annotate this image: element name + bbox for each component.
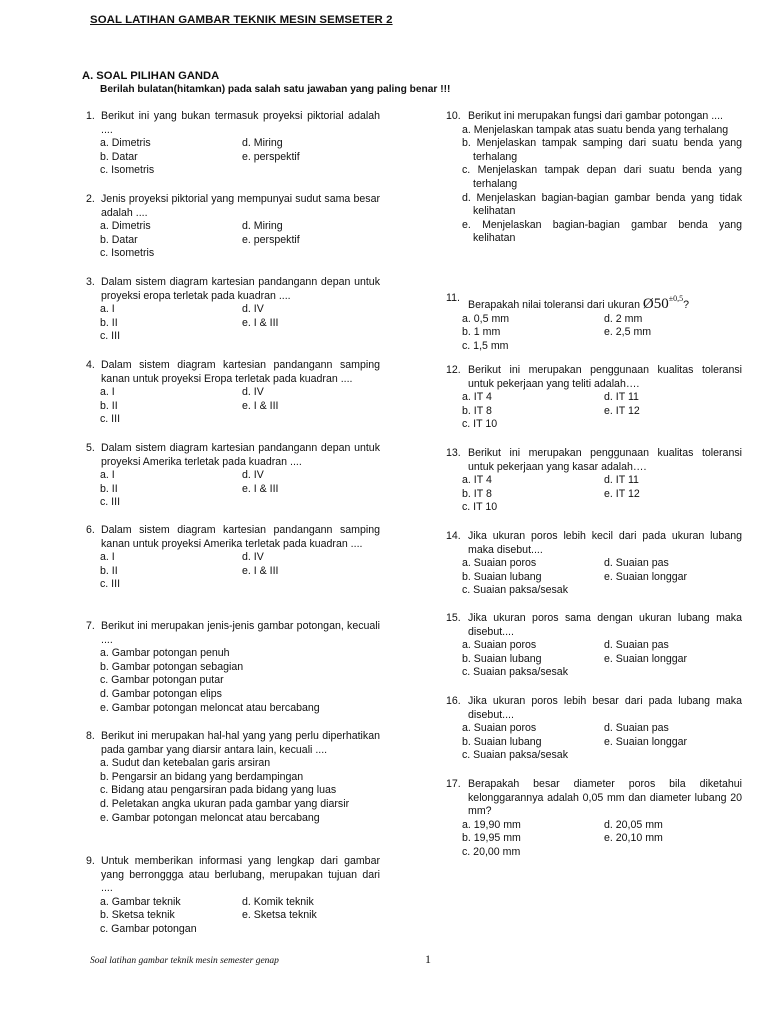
question-stem <box>446 530 742 557</box>
option-list <box>86 757 380 825</box>
question-item <box>446 364 742 432</box>
section-heading: A. SOAL PILIHAN GANDA <box>82 70 220 82</box>
question-text-main: Jika ukuran poros sama dengan ukuran lubang maka disebut.... <box>468 612 742 638</box>
question-stem <box>86 193 380 220</box>
question-number: 10. <box>446 110 461 122</box>
answer-option[interactable]: c. Menjelaskan tampak depan dari suatu benda yang terhalang <box>462 164 742 190</box>
option-spacer <box>604 846 742 860</box>
question-item <box>86 730 380 825</box>
footer-text: Soal latihan gambar teknik mesin semester genap <box>90 956 279 966</box>
option-spacer <box>242 164 380 178</box>
question-number: 16. <box>446 695 461 707</box>
option-spacer <box>604 749 742 763</box>
answer-option[interactable]: a. Dimetris <box>100 220 151 233</box>
answer-option[interactable]: b. II <box>100 564 118 577</box>
question-stem <box>86 855 380 896</box>
answer-option[interactable]: d. Menjelaskan bagian-bagian gambar benda yang tidak kelihatan <box>462 191 742 218</box>
question-stem <box>86 110 380 137</box>
question-text-main: Berapakah besar diameter poros bila diketahui kelonggarannya adalah 0,05 mm dan diameter lubang 20 mm? <box>468 778 742 818</box>
answer-option[interactable]: e. Gambar potongan meloncat atau bercabang <box>100 701 320 714</box>
question-stem <box>446 612 742 639</box>
question-text-main: Berikut ini merupakan hal-hal yang yang perlu diperhatikan pada gambar yang diarsir antara lain, kecuali .... <box>101 730 380 756</box>
question-stem <box>86 730 380 757</box>
question-text-main: Dalam sistem diagram kartesian pandangann depan untuk proyeksi Amerika terletak pada kuadran .... <box>101 442 380 468</box>
answer-option[interactable]: d. IV <box>242 551 264 564</box>
option-list <box>86 220 380 261</box>
question-text-main: Dalam sistem diagram kartesian pandangann samping kanan untuk proyeksi Amerika terletak pada kuadran .... <box>101 524 380 550</box>
question-item <box>446 110 742 246</box>
answer-option[interactable]: a. 0,5 mm <box>462 312 510 325</box>
answer-option[interactable]: a. I <box>100 551 115 564</box>
option-list <box>446 639 742 680</box>
question-number: 9. <box>86 855 95 867</box>
option-list <box>86 896 380 937</box>
section-instruction: Berilah bulatan(hitamkan) pada salah satu jawaban yang paling benar !!! <box>100 84 451 95</box>
question-number: 2. <box>86 193 95 205</box>
question-number: 8. <box>86 730 95 742</box>
answer-option[interactable]: c. IT 10 <box>462 418 498 431</box>
answer-option[interactable]: c. Suaian paksa/sesak <box>462 584 568 597</box>
answer-option[interactable]: b. Sketsa teknik <box>100 909 175 922</box>
answer-option[interactable]: d. Komik teknik <box>242 895 314 908</box>
answer-option[interactable]: b. Suaian lubang <box>462 570 542 583</box>
answer-option[interactable]: b. Suaian lubang <box>462 735 542 748</box>
answer-option[interactable]: b. 1 mm <box>462 326 501 339</box>
answer-option[interactable]: e. IT 12 <box>604 487 640 500</box>
option-list <box>86 386 380 427</box>
answer-option[interactable]: a. I <box>100 303 115 316</box>
question-number: 3. <box>86 276 95 288</box>
answer-option[interactable]: a. 19,90 mm <box>462 818 521 831</box>
answer-option[interactable]: c. III <box>100 578 121 591</box>
answer-option[interactable]: e. IT 12 <box>604 404 640 417</box>
answer-option[interactable]: e. perspektif <box>242 233 300 246</box>
option-list <box>446 124 742 246</box>
answer-option[interactable]: b. Datar <box>100 233 138 246</box>
question-item <box>86 276 380 344</box>
answer-option[interactable]: d. Suaian pas <box>604 557 669 570</box>
answer-option[interactable]: b. Gambar potongan sebagian <box>100 660 244 673</box>
answer-option[interactable]: b. Pengarsir an bidang yang berdampingan <box>100 770 304 783</box>
question-number: 5. <box>86 442 95 454</box>
answer-option[interactable]: d. Suaian pas <box>604 639 669 652</box>
answer-option[interactable]: d. IV <box>242 303 264 316</box>
answer-option[interactable]: e. 20,10 mm <box>604 832 663 845</box>
answer-option[interactable]: d. Gambar potongan elips <box>100 687 222 700</box>
question-text-main: Dalam sistem diagram kartesian pandangann samping kanan untuk proyeksi Eropa terletak pada kuadran .... <box>101 359 380 385</box>
question-text-main: Jika ukuran poros lebih kecil dari pada ukuran lubang maka disebut.... <box>468 530 742 556</box>
answer-option[interactable]: b. II <box>100 482 118 495</box>
answer-option[interactable]: c. Isometris <box>100 164 155 177</box>
answer-option[interactable]: a. IT 4 <box>462 474 492 487</box>
answer-option[interactable]: c. Isometris <box>100 247 155 260</box>
option-list <box>446 391 742 432</box>
answer-option[interactable]: a. I <box>100 386 115 399</box>
answer-option[interactable]: c. Gambar potongan <box>100 922 197 935</box>
question-number: 4. <box>86 359 95 371</box>
option-spacer <box>242 578 380 592</box>
option-spacer <box>242 496 380 510</box>
option-spacer <box>604 584 742 598</box>
question-text-main: Berapakah nilai toleransi dari ukuran <box>468 299 640 311</box>
option-spacer <box>604 340 742 354</box>
question-item <box>86 359 380 427</box>
answer-option[interactable]: c. III <box>100 330 121 343</box>
question-number: 11. <box>446 292 460 304</box>
question-number: 7. <box>86 620 95 632</box>
answer-option[interactable]: d. IV <box>242 469 264 482</box>
question-number: 12. <box>446 364 461 376</box>
question-stem <box>446 778 742 819</box>
question-item <box>86 442 380 510</box>
answer-option[interactable]: c. Suaian paksa/sesak <box>462 749 568 762</box>
answer-option[interactable]: d. 2 mm <box>604 312 643 325</box>
option-spacer <box>242 413 380 427</box>
answer-option[interactable]: e. I & III <box>242 564 279 577</box>
option-list <box>446 819 742 860</box>
answer-option[interactable]: c. 20,00 mm <box>462 845 521 858</box>
question-text-main: Jenis proyeksi piktorial yang mempunyai sudut sama besar adalah .... <box>101 193 380 219</box>
question-text <box>101 855 380 896</box>
question-text-main: Berikut ini merupakan penggunaan kualitas toleransi untuk pekerjaan yang kasar adalah…. <box>468 447 742 473</box>
question-text <box>101 110 380 137</box>
answer-option[interactable]: b. II <box>100 316 118 329</box>
question-text <box>101 620 380 647</box>
question-item <box>446 292 742 353</box>
question-item <box>86 524 380 592</box>
option-list <box>446 474 742 515</box>
answer-option[interactable]: d. Peletakan angka ukuran pada gambar yang diarsir <box>100 797 350 810</box>
answer-option[interactable]: c. Bidang atau pengarsiran pada bidang yang luas <box>100 784 337 797</box>
answer-option[interactable]: a. Gambar teknik <box>100 895 181 908</box>
option-list <box>446 557 742 598</box>
question-stem <box>446 447 742 474</box>
answer-option[interactable]: e. Suaian longgar <box>604 652 688 665</box>
question-text <box>468 695 742 722</box>
answer-option[interactable]: d. Suaian pas <box>604 722 669 735</box>
question-item <box>86 193 380 261</box>
answer-option[interactable]: c. III <box>100 496 121 509</box>
question-item <box>446 447 742 515</box>
option-spacer <box>242 330 380 344</box>
answer-option[interactable]: b. Suaian lubang <box>462 652 542 665</box>
answer-option[interactable]: d. IT 11 <box>604 474 639 487</box>
question-text-main: Berikut ini merupakan fungsi dari gambar potongan .... <box>468 110 723 122</box>
question-item <box>86 855 380 937</box>
question-stem <box>86 276 380 303</box>
question-stem <box>446 292 742 313</box>
answer-option[interactable]: c. IT 10 <box>462 501 498 514</box>
answer-option[interactable]: b. Menjelaskan tampak samping dari suatu benda yang terhalang <box>462 137 742 163</box>
answer-option[interactable]: c. III <box>100 413 121 426</box>
question-text-main: Berikut ini merupakan jenis-jenis gambar potongan, kecuali .... <box>101 620 380 646</box>
question-text <box>468 778 742 819</box>
question-text <box>101 730 380 757</box>
answer-option[interactable]: d. IT 11 <box>604 391 639 404</box>
question-text <box>468 110 742 124</box>
question-stem <box>446 364 742 391</box>
question-stem <box>446 110 742 124</box>
answer-option[interactable]: d. IV <box>242 386 264 399</box>
question-text <box>101 442 380 469</box>
answer-option[interactable]: c. 1,5 mm <box>462 339 509 352</box>
option-spacer <box>242 247 380 261</box>
question-stem <box>446 695 742 722</box>
tolerance-value: ±0,5 <box>668 294 684 303</box>
answer-option[interactable]: b. II <box>100 399 118 412</box>
question-text-main: Jika ukuran poros lebih besar dari pada lubang maka disebut.... <box>468 695 742 721</box>
option-list <box>86 551 380 592</box>
option-list <box>446 722 742 763</box>
question-text <box>468 530 742 557</box>
question-stem <box>86 442 380 469</box>
question-text <box>101 524 380 551</box>
option-list <box>86 303 380 344</box>
question-stem <box>86 620 380 647</box>
question-text <box>101 359 380 386</box>
question-text-main: Berikut ini yang bukan termasuk proyeksi piktorial adalah .... <box>101 110 380 136</box>
question-number: 6. <box>86 524 95 536</box>
question-stem <box>86 359 380 386</box>
answer-option[interactable]: a. Gambar potongan penuh <box>100 647 230 660</box>
question-suffix: ? <box>683 299 690 311</box>
question-text <box>468 447 742 474</box>
answer-option[interactable]: a. Suaian poros <box>462 557 537 570</box>
answer-option[interactable]: a. IT 4 <box>462 391 492 404</box>
question-text <box>101 193 380 220</box>
page-number: 1 <box>425 952 431 966</box>
question-number: 15. <box>446 612 461 624</box>
answer-option[interactable]: e. I & III <box>242 482 279 495</box>
question-text-main: Berikut ini merupakan penggunaan kualitas toleransi untuk pekerjaan yang teliti adalah…. <box>468 364 742 390</box>
answer-option[interactable]: a. Menjelaskan tampak atas suatu benda yang terhalang <box>462 123 729 136</box>
option-spacer <box>604 418 742 432</box>
answer-option[interactable]: b. IT 8 <box>462 487 492 500</box>
question-text <box>468 364 742 391</box>
question-stem <box>86 524 380 551</box>
answer-option[interactable]: b. IT 8 <box>462 404 492 417</box>
answer-option[interactable]: e. Suaian longgar <box>604 570 688 583</box>
answer-option[interactable]: e. Menjelaskan bagian-bagian gambar benda yang kelihatan <box>462 218 742 245</box>
question-number: 1. <box>86 110 95 122</box>
diameter-symbol: Ø50 <box>642 296 669 312</box>
answer-option[interactable]: e. Gambar potongan meloncat atau bercabang <box>100 811 320 824</box>
question-item <box>86 620 380 715</box>
question-number: 13. <box>446 447 461 459</box>
answer-option[interactable]: e. Sketsa teknik <box>242 909 317 922</box>
option-list <box>86 647 380 715</box>
option-list <box>86 469 380 510</box>
answer-option[interactable]: b. Datar <box>100 150 138 163</box>
answer-option[interactable]: a. I <box>100 469 115 482</box>
question-text-main: Dalam sistem diagram kartesian pandangann depan untuk proyeksi eropa terletak pada kuadran .... <box>101 276 380 302</box>
answer-option[interactable]: e. perspektif <box>242 150 300 163</box>
option-spacer <box>604 666 742 680</box>
answer-option[interactable]: a. Suaian poros <box>462 722 537 735</box>
question-text <box>468 612 742 639</box>
answer-option[interactable]: d. 20,05 mm <box>604 818 663 831</box>
answer-option[interactable]: a. Sudut dan ketebalan garis arsiran <box>100 757 271 770</box>
page-title: SOAL LATIHAN GAMBAR TEKNIK MESIN SEMSETER 2 <box>90 14 393 26</box>
answer-option[interactable]: b. 19,95 mm <box>462 832 521 845</box>
question-number: 17. <box>446 778 461 790</box>
question-item <box>446 778 742 860</box>
answer-option[interactable]: e. Suaian longgar <box>604 735 688 748</box>
question-number: 14. <box>446 530 461 542</box>
question-text <box>468 292 742 313</box>
answer-option[interactable]: a. Dimetris <box>100 137 151 150</box>
question-text-main: Untuk memberikan informasi yang lengkap dari gambar yang berronggga atau berlubang, merupakan tujuan dari .... <box>101 855 380 895</box>
answer-option[interactable]: d. Miring <box>242 137 283 150</box>
answer-option[interactable]: d. Miring <box>242 220 283 233</box>
option-spacer <box>604 501 742 515</box>
option-list <box>86 137 380 178</box>
answer-option[interactable]: e. I & III <box>242 316 279 329</box>
question-item <box>446 612 742 680</box>
answer-option[interactable]: e. 2,5 mm <box>604 326 652 339</box>
question-item <box>446 530 742 598</box>
question-item <box>446 695 742 763</box>
answer-option[interactable]: e. I & III <box>242 399 279 412</box>
answer-option[interactable]: c. Suaian paksa/sesak <box>462 666 568 679</box>
option-list <box>446 313 742 354</box>
question-text <box>101 276 380 303</box>
answer-option[interactable]: a. Suaian poros <box>462 639 537 652</box>
answer-option[interactable]: c. Gambar potongan putar <box>100 674 224 687</box>
question-item <box>86 110 380 178</box>
option-spacer <box>242 923 380 937</box>
